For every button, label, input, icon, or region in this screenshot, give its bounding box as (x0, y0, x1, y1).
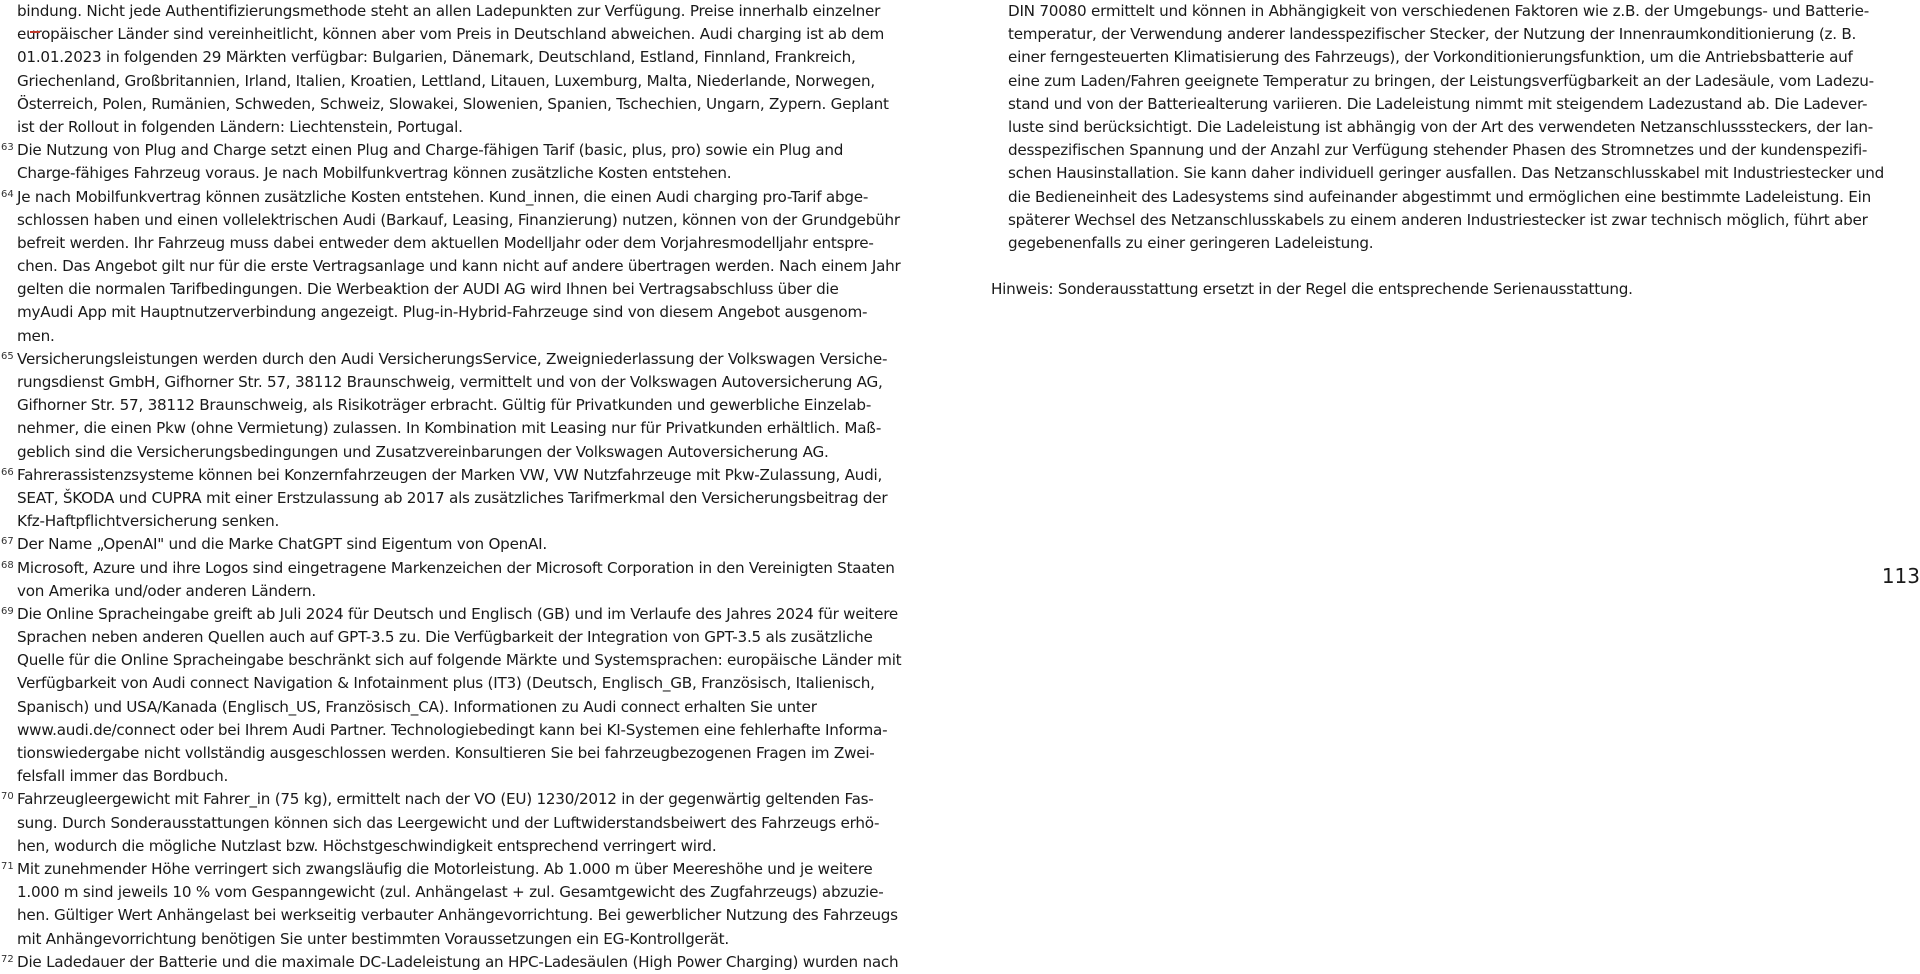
text-line: Die Nutzung von Plug and Charge setzt einen Plug and Charge-fähigen Tarif (basic, plus, pro) sowie ein Plug and (17, 141, 844, 160)
footnote-number: 66 (1, 466, 14, 478)
footnote-66 (1, 464, 907, 534)
footnote-number: 64 (1, 188, 14, 200)
footnote-64 (1, 186, 907, 348)
text-line: DIN 70080 ermittelt und können in Abhängigkeit von verschiedenen Faktoren wie z.B. der Umgebungs- und Batterie- (1008, 2, 1869, 20)
text-line: die Bedieneinheit des Ladesystems sind aufeinander abgestimmt und ermöglichen eine bestimmte Ladeleistung. Ein (1008, 187, 1872, 206)
text-line: Je nach Mobilfunkvertrag können zusätzliche Kosten entstehen. Kund_innen, die einen Audi charging pro-Tarif abge- (17, 187, 869, 206)
footnote-69 (1, 603, 907, 789)
text-line: www.audi.de/connect oder bei Ihrem Audi Partner. Technologiebedingt kann bei KI-Systemen eine fehlerhafte Informa- (17, 720, 888, 739)
text-line: Fahrerassistenzsysteme können bei Konzernfahrzeugen der Marken VW, VW Nutzfahrzeuge mit Pkw-Zulassung, Audi, (17, 465, 883, 484)
footnote-65 (1, 348, 907, 464)
footnote-68 (1, 557, 907, 603)
footnote-67 (1, 533, 907, 556)
text-line: hen. Gültiger Wert Anhängelast bei werkseitig verbauter Anhängevorrichtung. Bei gewerblicher Nutzung des Fahrzeugs (17, 906, 898, 925)
footnote-number: 65 (1, 350, 14, 362)
text-line: tionswiedergabe nicht vollständig ausgeschlossen werden. Konsultieren Sie bei fahrzeugbezogenen Fragen im Zwei- (17, 744, 875, 762)
text-line: Griechenland, Großbritannien, Irland, Italien, Kroatien, Lettland, Litauen, Luxemburg, Malta, Niederlande, Norwegen, (17, 71, 875, 90)
text-line: gelten die normalen Tarifbedingungen. Die Werbeaktion der AUDI AG wird Ihnen bei Vertragsabschluss über die (17, 280, 839, 299)
footnote-number: 71 (1, 860, 14, 872)
text-line: eine zum Laden/Fahren geeignete Temperatur zu bringen, der Leistungsverfügbarkeit an der Ladesäule, vom Ladezu- (1008, 71, 1874, 90)
footnote-72 (1, 951, 907, 974)
text-line: geblich sind die Versicherungsbedingungen und Zusatzvereinbarungen der Volkswagen Autoversicherung AG. (17, 442, 829, 461)
hint-note: Hinweis: Sonderausstattung ersetzt in der Regel die entsprechende Serienausstattung. (991, 280, 1633, 299)
footnote-63 (1, 139, 907, 185)
text-line: befreit werden. Ihr Fahrzeug muss dabei entweder dem aktuellen Modelljahr oder dem Vorjahresmodelljahr entspre- (17, 233, 874, 252)
text-line: felsfall immer das Bordbuch. (17, 767, 229, 786)
text-line: Sprachen neben anderen Quellen auch auf GPT-3.5 zu. Die Verfügbarkeit der Integration von GPT-3.5 als zusätzliche (17, 628, 873, 647)
footnote-number: 67 (1, 536, 14, 548)
page-number: 113 (1881, 564, 1920, 588)
text-line: 01.01.2023 in folgenden 29 Märkten verfügbar: Bulgarien, Dänemark, Deutschland, Estland, Finnland, Frankreich, (17, 48, 856, 67)
text-line: Mit zunehmender Höhe verringert sich zwangsläufig die Motorleistung. Ab 1.000 m über Meereshöhe und je weitere (17, 859, 873, 878)
intro-paragraph (17, 0, 907, 139)
text-line: Charge-fähiges Fahrzeug voraus. Je nach Mobilfunkvertrag können zusätzliche Kosten entstehen. (17, 164, 732, 183)
text-line: mit Anhängevorrichtung benötigen Sie unter bestimmten Voraussetzungen ein EG-Kontrollgerät. (17, 929, 729, 948)
text-line: ist der Rollout in folgenden Ländern: Liechtenstein, Portugal. (17, 117, 463, 136)
footnote-number: 72 (1, 953, 14, 965)
text-line: Versicherungsleistungen werden durch den Audi VersicherungsService, Zweigniederlassung der Volkswagen Versiche- (17, 349, 888, 368)
footnote-number: 68 (1, 559, 14, 571)
paragraph-spacer (1008, 255, 1888, 278)
footnote-number: 70 (1, 791, 14, 803)
text-line: Verfügbarkeit von Audi connect Navigation & Infotainment plus (IT3) (Deutsch, Englisch_GB, Französisch, Italienisch, (17, 674, 875, 693)
text-line: gegebenenfalls zu einer geringeren Ladeleistung. (1008, 233, 1374, 252)
text-line: einer ferngesteuerten Klimatisierung des Fahrzeugs), der Vorkonditionierungsfunktion, um die Antriebsbatterie auf (1008, 48, 1853, 67)
text-line: Microsoft, Azure und ihre Logos sind eingetragene Markenzeichen der Microsoft Corporation in den Vereinigten Staaten (17, 558, 895, 577)
text-line: chen. Das Angebot gilt nur für die erste Vertragsanlage und kann nicht auf andere übertragen werden. Nach einem Jahr (17, 257, 901, 276)
text-line: Quelle für die Online Spracheingabe beschränkt sich auf folgende Märkte und Systemsprachen: europäische Länder mit (17, 651, 902, 670)
text-line: rungsdienst GmbH, Gifhorner Str. 57, 38112 Braunschweig, vermittelt und von der Volkswagen Autoversicherung AG, (17, 373, 883, 391)
text-line: desspezifischen Spannung und der Anzahl zur Verfügung stehender Phasen des Stromnetzes und der kundenspezifi- (1008, 141, 1868, 160)
text-line: Österreich, Polen, Rumänien, Schweden, Schweiz, Slowakei, Slowenien, Spanien, Tschechien, Ungarn, Zypern. Geplant (17, 94, 889, 113)
right-column (991, 0, 1888, 301)
footnote-70 (1, 788, 907, 858)
text-line: myAudi App mit Hauptnutzerverbindung angezeigt. Plug-in-Hybrid-Fahrzeuge sind von diesem Angebot ausgenom- (17, 303, 868, 322)
text-line: Kfz-Haftpflichtversicherung senken. (17, 512, 280, 531)
text-line: hen, wodurch die mögliche Nutzlast bzw. Höchstgeschwindigkeit entsprechend verringert wird. (17, 836, 717, 855)
left-column (1, 0, 907, 974)
text-line: Spanisch) und USA/Kanada (Englisch_US, Französisch_CA). Informationen zu Audi connect erhalten Sie unter (17, 697, 817, 716)
text-line: nehmer, die einen Pkw (ohne Vermietung) zulassen. In Kombination mit Leasing nur für Privatkunden erhältlich. Maß- (17, 419, 882, 438)
text-line: sung. Durch Sonderausstattungen können sich das Leergewicht und der Luftwiderstandsbeiwert des Fahrzeugs erhö- (17, 813, 880, 832)
text-line: temperatur, der Verwendung anderer landesspezifischer Stecker, der Nutzung der Innenraumkonditionierung (z. B. (1008, 25, 1857, 44)
text-line: Gifhorner Str. 57, 38112 Braunschweig, als Risikoträger erbracht. Gültig für Privatkunden und gewerbliche Einzelab- (17, 396, 872, 415)
footnote-number: 69 (1, 605, 14, 617)
text-line: schlossen haben und einen vollelektrischen Audi (Barkauf, Leasing, Finanzierung) nutzen, können von der Grundgebühr (17, 210, 900, 229)
footnote-number: 63 (1, 142, 14, 154)
text-line: bindung. Nicht jede Authentifizierungsmethode steht an allen Ladepunkten zur Verfügung. Preise innerhalb einzelner (17, 2, 881, 20)
text-line: men. (17, 326, 55, 345)
text-line: Der Name „OpenAI" und die Marke ChatGPT sind Eigentum von OpenAI. (17, 535, 547, 554)
text-line: Fahrzeugleergewicht mit Fahrer_in (75 kg), ermittelt nach der VO (EU) 1230/2012 in der gegenwärtig geltenden Fas- (17, 790, 874, 809)
text-line: stand und von der Batteriealterung variieren. Die Ladeleistung nimmt mit steigendem Ladezustand ab. Die Ladever- (1008, 94, 1868, 113)
text-line: 1.000 m sind jeweils 10 % vom Gespanngewicht (zul. Anhängelast + zul. Gesamtgewicht des Zugfahrzeugs) abzuzie- (17, 883, 884, 902)
text-line: späterer Wechsel des Netzanschlusskabels zu einem anderen Industriestecker ist zwar technisch möglich, führt aber (1008, 210, 1868, 229)
text-line: europäischer Länder sind vereinheitlicht, können aber vom Preis in Deutschland abweichen. Audi charging ist ab dem (17, 25, 885, 44)
text-line: Die Online Spracheingabe greift ab Juli 2024 für Deutsch und Englisch (GB) und im Verlaufe des Jahres 2024 für weitere (17, 604, 898, 623)
text-line: Die Ladedauer der Batterie und die maximale DC-Ladeleistung an HPC-Ladesäulen (High Power Charging) wurden nach (17, 952, 899, 971)
text-line: SEAT, ŠKODA und CUPRA mit einer Erstzulassung ab 2017 als zusätzliches Tarifmerkmal den Versicherungsbeitrag der (17, 488, 888, 507)
text-cursor-mark (30, 31, 40, 37)
text-line: von Amerika und/oder anderen Ländern. (17, 581, 316, 600)
text-line: schen Hausinstallation. Sie kann daher individuell geringer ausfallen. Das Netzanschlusskabel mit Industriestecker und (1008, 164, 1885, 183)
footnote-71 (1, 858, 907, 951)
text-line: luste sind berücksichtigt. Die Ladeleistung ist abhängig von der Art des verwendeten Netzanschlusssteckers, der lan- (1008, 117, 1874, 136)
